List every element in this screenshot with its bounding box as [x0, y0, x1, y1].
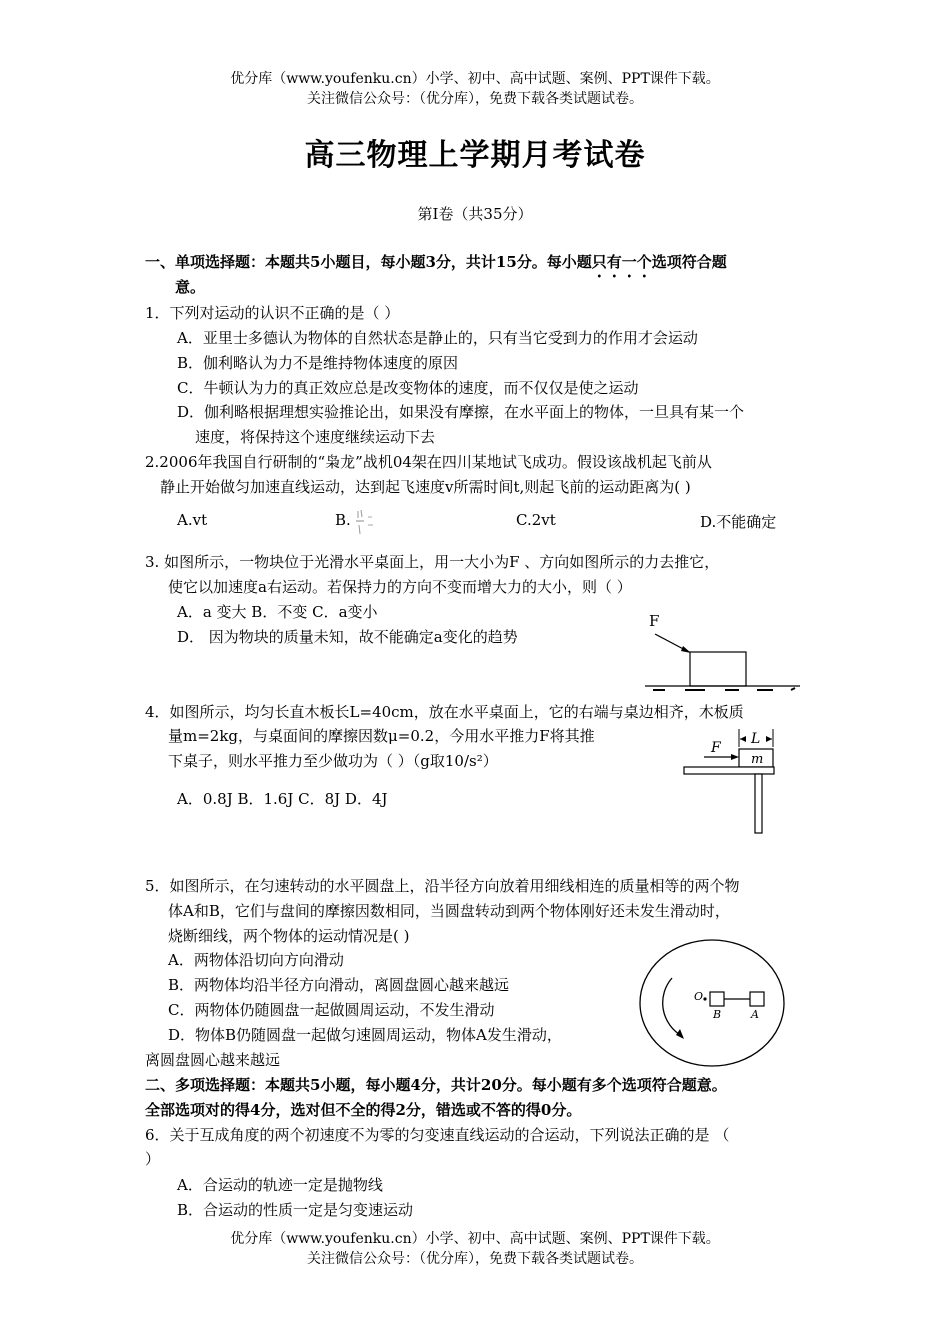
q4-stem: 4．如图所示，均匀长直木板长L=40cm，放在水平桌面上，它的右端与桌边相齐，木板质: [145, 703, 744, 721]
q5-option-d-cont: 离圆盘圆心越来越远: [145, 1051, 281, 1069]
q2-option-d: D.不能确定: [700, 513, 777, 531]
q6-option-a: A．合运动的轨迹一定是抛物线: [177, 1176, 383, 1194]
q3-figure: [645, 610, 805, 692]
block-rect: [690, 652, 746, 686]
emphasis-text: 只有一个: [591, 253, 652, 271]
q5-stem-cont: 体A和B，它们与盘间的摩擦因数相同，当圆盘转动到两个物体刚好还未发生滑动时，: [168, 902, 730, 920]
section2-heading-cont: 全部选项对的得4分，选对但不全的得2分，错选或不答的得0分。: [145, 1101, 582, 1119]
q6-stem-cont: ）: [145, 1150, 161, 1168]
page-title: 高三物理上学期月考试卷: [304, 138, 646, 173]
q2-stem: 2.2006年我国自行研制的“枭龙”战机04架在四川某地试飞成功。假设该战机起飞前从: [145, 453, 712, 471]
q5-option-c: C．两物体仍随圆盘一起做圆周运动，不发生滑动: [168, 1001, 495, 1019]
q3-option-d: D． 因为物块的质量未知，故不能确定a变化的趋势: [177, 628, 518, 646]
q1-stem: 1．下列对运动的认识不正确的是（ ）: [145, 304, 400, 322]
arrow-head-icon: [731, 754, 739, 760]
force-label: F: [649, 612, 660, 630]
center-label: O: [694, 990, 704, 1003]
fraction-formula-image: [352, 505, 376, 539]
footer-line-2: 关注微信公众号：（优分库），免费下载各类试题试卷。: [307, 1251, 643, 1267]
footer-line-1: 优分库（www.youfenku.cn）小学、初中、高中试题、案例、PPT课件下载。: [230, 1231, 720, 1247]
label-a: A: [751, 1008, 759, 1021]
q6-stem: 6．关于互成角度的两个初速度不为零的匀变速直线运动的合运动，下列说法正确的是 （: [145, 1126, 730, 1144]
q6-option-b: B．合运动的性质一定是匀变速运动: [177, 1201, 414, 1219]
q1-option-d-cont: 速度，将保持这个速度继续运动下去: [195, 428, 436, 446]
q2-option-b: B.: [335, 511, 351, 529]
q1-option-b: B．伽利略认为力不是维持物体速度的原因: [177, 354, 459, 372]
table-top: [684, 767, 774, 774]
q4-stem-cont2: 下桌子，则水平推力至少做功为（ ）（g取10/s²）: [168, 752, 498, 770]
section1-heading-cont: 意。: [175, 278, 206, 296]
mass-label: m: [751, 752, 764, 767]
section1-heading: 一、单项选择题：本题共5小题目，每小题3分，共计15分。每小题只有一个选项符合题: [145, 253, 727, 271]
center-dot: [703, 997, 706, 1000]
q4-stem-cont: 量m=2kg，与桌面间的摩擦因数μ=0.2，今用水平推力F将其推: [168, 727, 595, 745]
section2-heading: 二、多项选择题：本题共5小题，每小题4分，共计20分。每小题有多个选项符合题意。: [145, 1076, 727, 1094]
q4-options: A．0.8J B．1.6J C．8J D．4J: [177, 790, 388, 808]
q5-option-a: A．两物体沿切向方向滑动: [168, 951, 344, 969]
force-label: F: [711, 740, 721, 756]
q5-stem: 5．如图所示，在匀速转动的水平圆盘上，沿半径方向放着用细线相连的质量相等的两个物: [145, 877, 740, 895]
table-leg: [755, 774, 762, 833]
q4-figure: [680, 725, 800, 837]
q3-options: A．a 变大 B．不变 C．a变小: [177, 603, 378, 621]
q3-stem: 3. 如图所示，一物块位于光滑水平桌面上，用一大小为F 、方向如图所示的力去推它，: [145, 553, 720, 571]
object-b: [710, 992, 724, 1006]
q5-figure: [638, 938, 786, 1068]
length-label: L: [751, 731, 761, 747]
q2-option-c: C.2vt: [516, 511, 556, 529]
q1-option-d: D．伽利略根据理想实验推论出，如果没有摩擦，在水平面上的物体，一旦具有某一个: [177, 403, 745, 421]
header-line-1: 优分库（www.youfenku.cn）小学、初中、高中试题、案例、PPT课件下载。: [230, 71, 720, 87]
header-line-2: 关注微信公众号：（优分库），免费下载各类试题试卷。: [307, 91, 643, 107]
page-subtitle: 第Ⅰ卷（共35分）: [417, 205, 533, 223]
q2-option-a: A.vt: [177, 511, 208, 529]
q2-stem-cont: 静止开始做匀加速直线运动，达到起飞速度v所需时间t,则起飞前的运动距离为( ): [160, 478, 691, 496]
q5-option-d: D．物体B仍随圆盘一起做匀速圆周运动，物体A发生滑动，: [168, 1026, 562, 1044]
q1-option-a: A．亚里士多德认为物体的自然状态是静止的，只有当它受到力的作用才会运动: [177, 329, 698, 347]
q3-stem-cont: 使它以加速度a右运动。若保持力的方向不变而增大力的大小，则（ ）: [168, 578, 632, 596]
object-a: [750, 992, 764, 1006]
label-b: B: [713, 1008, 722, 1021]
q5-stem-cont2: 烧断细线，两个物体的运动情况是( ): [168, 927, 410, 945]
q5-option-b: B．两物体均沿半径方向滑动，离圆盘圆心越来越远: [168, 976, 510, 994]
q1-option-c: C．牛顿认为力的真正效应总是改变物体的速度，而不仅仅是使之运动: [177, 379, 639, 397]
